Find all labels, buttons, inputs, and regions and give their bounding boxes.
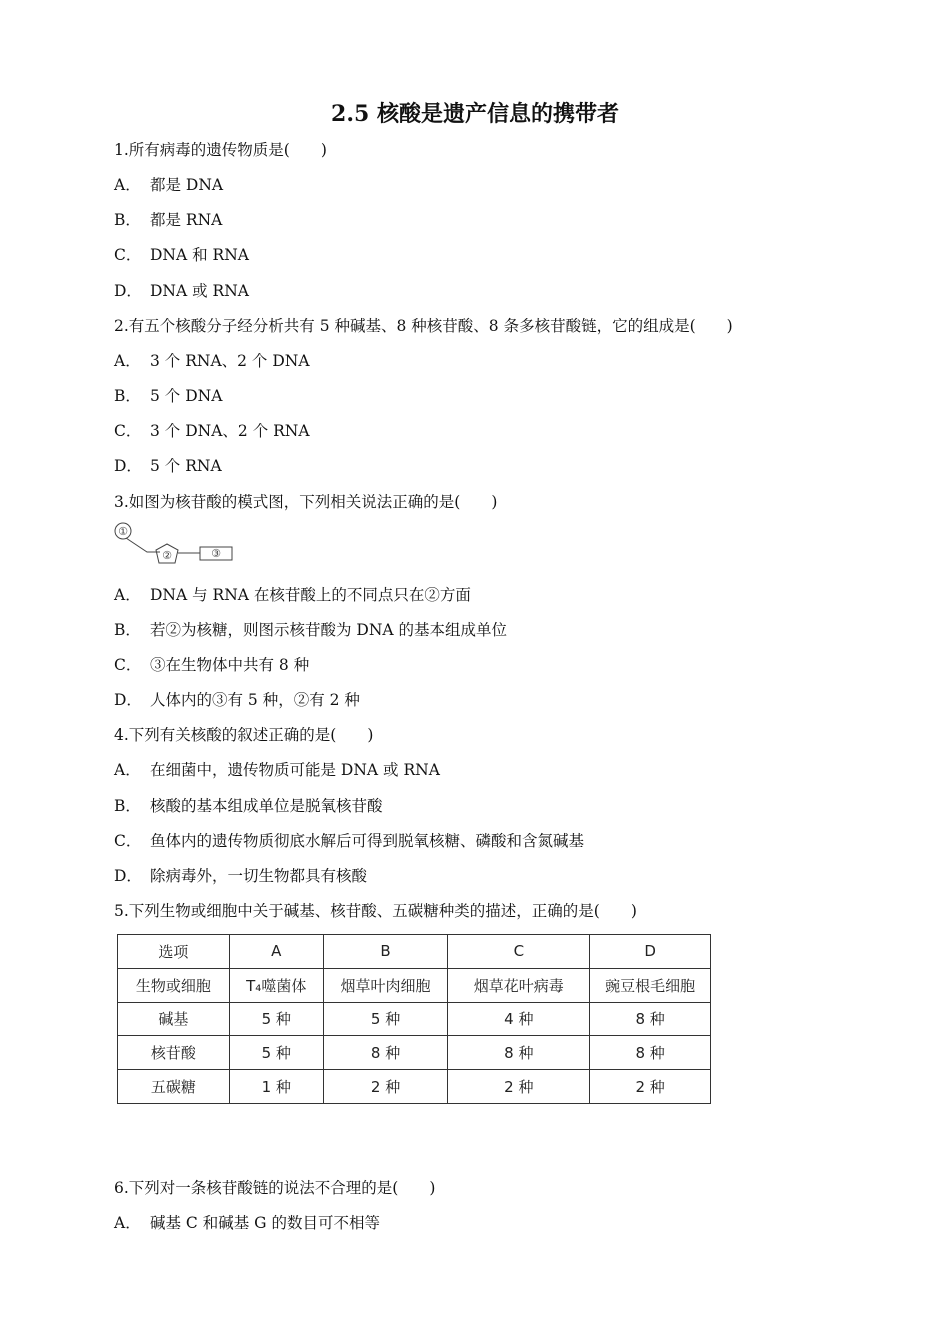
question-3-stem: 3.如图为核苷酸的模式图，下列相关说法正确的是( ) [114, 493, 498, 511]
option-letter: C． [114, 832, 142, 850]
q2-option-d [114, 456, 222, 476]
table-cell: 2 种 [590, 1070, 711, 1104]
option-text: 若②为核糖，则图示核苷酸为 DNA 的基本组成单位 [150, 621, 508, 639]
diagram-label-1: ① [118, 525, 128, 538]
table-row [118, 935, 711, 969]
q4-option-b [114, 796, 383, 816]
option-text: DNA 或 RNA [150, 282, 249, 300]
table-row [118, 1002, 711, 1036]
option-letter: D． [114, 691, 142, 709]
question-5-stem: 5.下列生物或细胞中关于碱基、核苷酸、五碳糖种类的描述，正确的是( ) [114, 902, 637, 920]
table-cell: 2 种 [323, 1070, 448, 1104]
q1-option-a [114, 175, 223, 195]
option-letter: B． [114, 797, 141, 815]
option-letter: A． [114, 1214, 141, 1232]
option-letter: D． [114, 867, 142, 885]
option-letter: B． [114, 211, 141, 229]
option-letter: B． [114, 387, 141, 405]
option-text: 都是 DNA [150, 176, 224, 194]
table-cell: 8 种 [590, 1036, 711, 1070]
table-cell: 烟草花叶病毒 [448, 968, 590, 1002]
table-cell: 5 种 [229, 1002, 323, 1036]
table-cell: 2 种 [448, 1070, 590, 1104]
option-letter: C． [114, 422, 142, 440]
question-2-stem: 2.有五个核酸分子经分析共有 5 种碱基、8 种核苷酸、8 条多核苷酸链，它的组成是( ) [114, 317, 733, 335]
q6-option-a [114, 1213, 380, 1233]
option-text: 在细菌中，遗传物质可能是 DNA 或 RNA [150, 761, 440, 779]
question-6-stem: 6.下列对一条核苷酸链的说法不合理的是( ) [114, 1179, 436, 1197]
table-cell: 生物或细胞 [118, 968, 230, 1002]
option-text: 3 个 RNA、2 个 DNA [150, 352, 310, 370]
table-cell: A [229, 935, 323, 969]
option-letter: D． [114, 457, 142, 475]
option-letter: A． [114, 176, 141, 194]
table-cell: 碱基 [118, 1002, 230, 1036]
q4-option-c [114, 831, 584, 851]
table-row [118, 1036, 711, 1070]
option-letter: A． [114, 586, 141, 604]
table-cell: 8 种 [448, 1036, 590, 1070]
option-text: 核酸的基本组成单位是脱氧核苷酸 [150, 797, 383, 815]
option-text: 5 个 DNA [150, 387, 223, 405]
table-cell: 豌豆根毛细胞 [590, 968, 711, 1002]
table-cell: C [448, 935, 590, 969]
q1-option-c [114, 245, 249, 265]
option-letter: A． [114, 352, 141, 370]
comparison-table [117, 934, 711, 1104]
option-text: 碱基 C 和碱基 G 的数目可不相等 [150, 1214, 380, 1232]
q2-option-b [114, 386, 222, 406]
nucleotide-diagram [114, 518, 239, 570]
table-row [118, 968, 711, 1002]
table-cell: T₄噬菌体 [229, 968, 323, 1002]
q2-option-a [114, 351, 310, 371]
q4-option-a [114, 760, 440, 780]
page-title: 2.5 核酸是遗产信息的携带者 [331, 101, 619, 127]
option-text: DNA 与 RNA 在核苷酸上的不同点只在②方面 [150, 586, 471, 604]
question-1-stem: 1.所有病毒的遗传物质是( ) [114, 141, 327, 159]
q1-option-d [114, 281, 249, 301]
option-text: ③在生物体中共有 8 种 [150, 656, 310, 674]
table-cell: 选项 [118, 935, 230, 969]
option-letter: C． [114, 656, 142, 674]
option-letter: A． [114, 761, 141, 779]
q3-option-a [114, 585, 471, 605]
q1-option-b [114, 210, 222, 230]
option-text: 都是 RNA [150, 211, 223, 229]
table-row [118, 1070, 711, 1104]
q2-option-c [114, 421, 310, 441]
table-cell: 五碳糖 [118, 1070, 230, 1104]
phosphate-sugar-bond [126, 538, 160, 552]
table-cell: 1 种 [229, 1070, 323, 1104]
option-letter: D． [114, 282, 142, 300]
option-text: 鱼体内的遗传物质彻底水解后可得到脱氧核糖、磷酸和含氮碱基 [150, 832, 585, 850]
table-cell: 4 种 [448, 1002, 590, 1036]
question-4-stem: 4.下列有关核酸的叙述正确的是( ) [114, 726, 374, 744]
option-letter: C． [114, 246, 142, 264]
table-cell: B [323, 935, 448, 969]
table-cell: 烟草叶肉细胞 [323, 968, 448, 1002]
table-cell: 8 种 [323, 1036, 448, 1070]
option-text: DNA 和 RNA [150, 246, 249, 264]
table-cell: 5 种 [229, 1036, 323, 1070]
option-letter: B． [114, 621, 141, 639]
diagram-label-2: ② [162, 549, 172, 562]
option-text: 3 个 DNA、2 个 RNA [150, 422, 310, 440]
q3-option-d [114, 690, 360, 710]
q3-option-b [114, 620, 507, 640]
table-cell: 8 种 [590, 1002, 711, 1036]
option-text: 人体内的③有 5 种，②有 2 种 [150, 691, 360, 709]
diagram-label-3: ③ [211, 547, 221, 560]
option-text: 除病毒外，一切生物都具有核酸 [150, 867, 368, 885]
table-cell: D [590, 935, 711, 969]
table-cell: 核苷酸 [118, 1036, 230, 1070]
option-text: 5 个 RNA [150, 457, 222, 475]
table-cell: 5 种 [323, 1002, 448, 1036]
q3-option-c [114, 655, 309, 675]
q4-option-d [114, 866, 367, 886]
